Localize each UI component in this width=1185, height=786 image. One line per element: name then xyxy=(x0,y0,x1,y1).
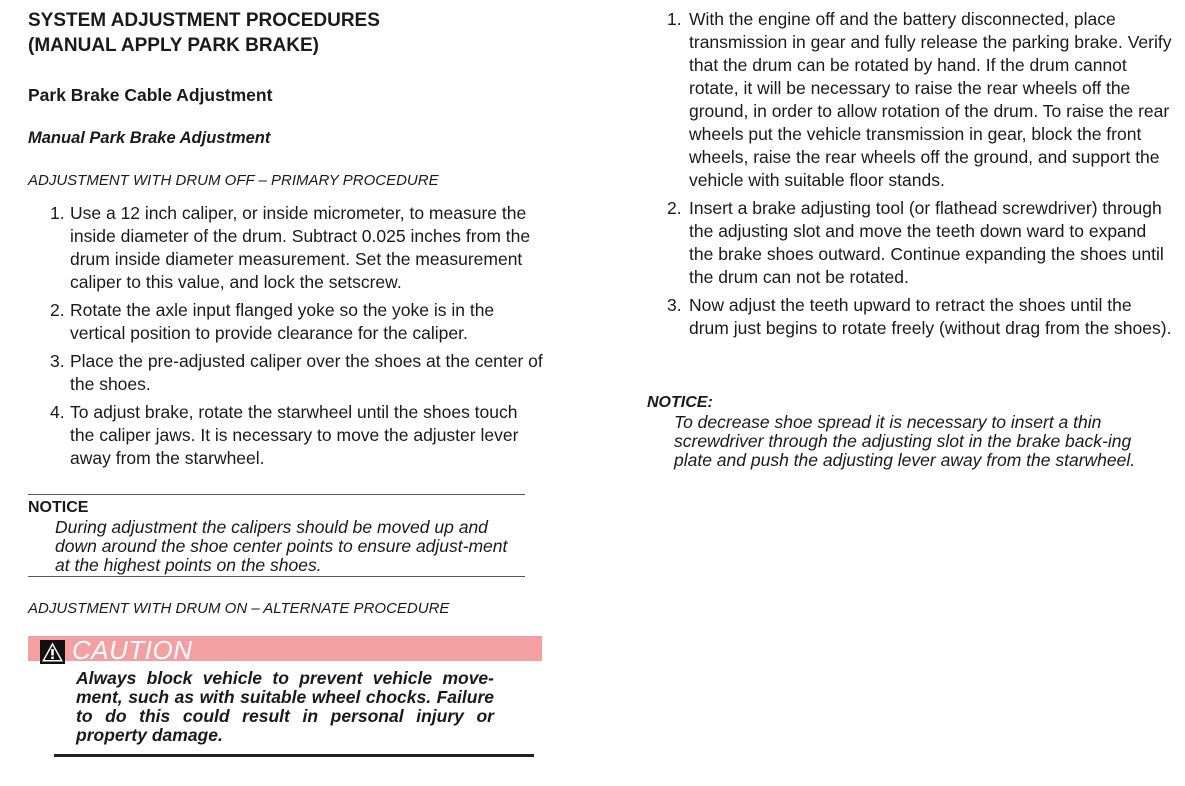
warning-triangle-icon xyxy=(40,640,65,664)
notice-block-right xyxy=(647,393,1167,470)
left-column xyxy=(28,8,543,778)
subsection-title: Manual Park Brake Adjustment xyxy=(28,129,271,147)
step-text: Place the pre-adjusted caliper over the shoes at the center of the shoes. xyxy=(70,351,543,394)
right-column xyxy=(647,8,1172,608)
caution-text: Always block vehicle to prevent vehicle move-ment, such as with suitable wheel chocks. Failure to do this could result in personal injury or property damage. xyxy=(76,668,494,745)
step-number: 1. xyxy=(667,9,682,29)
list-item xyxy=(28,401,543,470)
step-text: To adjust brake, rotate the starwheel until the shoes touch the caliper jaws. It is necessary to move the adjuster lever away from the starwheel. xyxy=(70,402,519,468)
step-number: 2. xyxy=(667,198,682,218)
primary-steps-list xyxy=(28,202,543,475)
step-number: 3. xyxy=(50,351,65,371)
notice-text: To decrease shoe spread it is necessary to insert a thin screwdriver through the adjusting slot in the brake back-ing plate and push the adjusting lever away from the starwheel. xyxy=(674,412,1136,470)
step-text: Now adjust the teeth upward to retract the shoes until the drum just begins to rotate freely (without drag from the shoes). xyxy=(689,295,1172,338)
alternate-steps-list xyxy=(647,8,1172,340)
step-number: 2. xyxy=(50,300,65,320)
notice-block xyxy=(28,498,525,575)
list-item xyxy=(647,197,1172,289)
primary-procedure-heading: ADJUSTMENT WITH DRUM OFF – PRIMARY PROCEDURE xyxy=(28,172,439,189)
step-number: 4. xyxy=(50,402,65,422)
caution-bottom-divider xyxy=(54,754,534,757)
page-title xyxy=(28,8,543,58)
step-text: Rotate the axle input flanged yoke so the yoke is in the vertical position to provide clearance for the caliper. xyxy=(70,300,495,343)
list-item xyxy=(28,202,543,294)
step-number: 1. xyxy=(50,203,65,223)
step-text: Insert a brake adjusting tool (or flathead screwdriver) through the adjusting slot and move the teeth down ward to expand the brake shoes outward. Continue expanding the shoes until the drum can not be rotated. xyxy=(689,198,1164,287)
title-line-2: (MANUAL APPLY PARK BRAKE) xyxy=(28,35,320,56)
list-item xyxy=(28,350,543,396)
notice-text: During adjustment the calipers should be moved up and down around the shoe center points to ensure adjust-ment at the highest points on the shoes. xyxy=(55,517,508,575)
list-item xyxy=(647,294,1172,340)
list-item xyxy=(647,8,1172,192)
list-item xyxy=(28,299,543,345)
caution-label: CAUTION xyxy=(72,635,193,665)
title-line-1: SYSTEM ADJUSTMENT PROCEDURES xyxy=(28,10,380,31)
notice-bottom-divider xyxy=(28,576,525,577)
notice-top-divider xyxy=(28,494,525,495)
step-text: With the engine off and the battery disconnected, place transmission in gear and fully release the parking brake. Verify that the drum can be rotated by hand. If the drum cannot rotate, it will be necessary to raise the rear wheels off the ground, in order to allow rotation of the drum. To raise the rear wheels put the vehicle transmission in gear, block the front wheels, raise the rear wheels off the ground, and support the vehicle with suitable floor stands. xyxy=(689,9,1172,190)
notice-title: NOTICE: xyxy=(647,394,713,411)
alternate-procedure-heading: ADJUSTMENT WITH DRUM ON – ALTERNATE PROCEDURE xyxy=(28,600,450,617)
section-title: Park Brake Cable Adjustment xyxy=(28,85,273,105)
step-text: Use a 12 inch caliper, or inside micrometer, to measure the inside diameter of the drum. Subtract 0.025 inches from the drum inside diameter measurement. Set the measurement caliper to this value, and lock the setscrew. xyxy=(70,203,531,292)
step-number: 3. xyxy=(667,295,682,315)
notice-title: NOTICE xyxy=(28,499,89,516)
